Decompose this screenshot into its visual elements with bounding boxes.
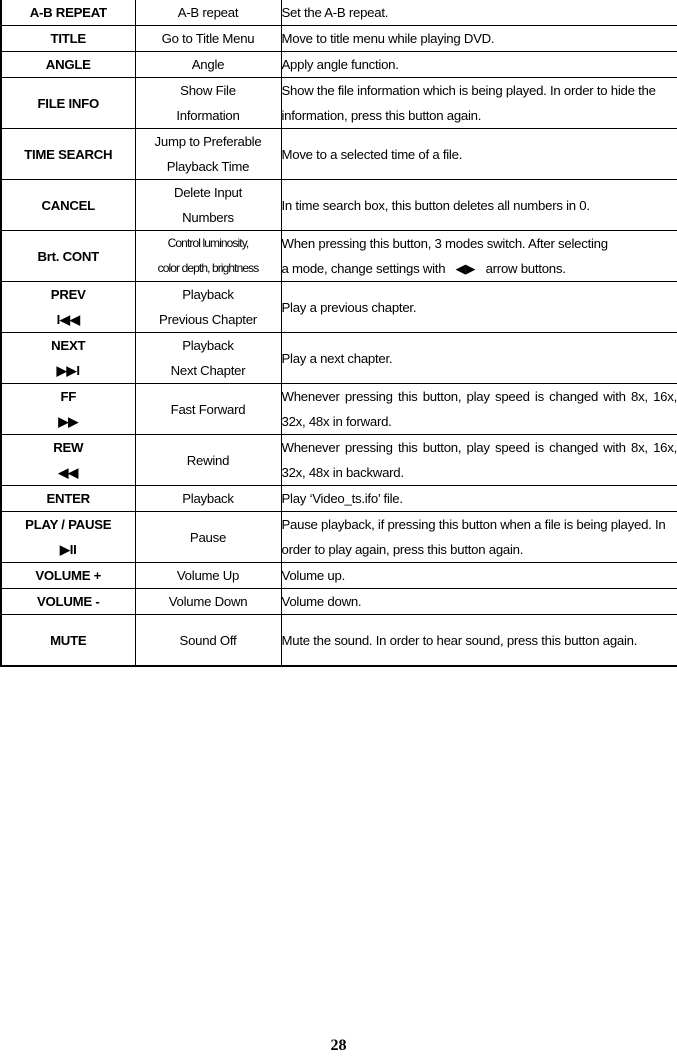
table-row: [1, 0, 677, 26]
button-name-cell: [1, 52, 135, 78]
button-name-cell: [1, 180, 135, 231]
function-name: Volume Down: [168, 594, 248, 609]
button-name: VOLUME +: [35, 568, 102, 583]
table-row: [1, 26, 677, 52]
table-row: [1, 435, 677, 486]
description-cell: Play a next chapter.: [281, 333, 677, 384]
description-cell: Move to a selected time of a file.: [281, 129, 677, 180]
button-name-cell: [1, 384, 135, 435]
function-cell: [135, 0, 281, 26]
button-name-cell: [1, 512, 135, 563]
function-name: Pause: [189, 529, 227, 545]
button-name-cell: [1, 26, 135, 52]
function-cell: [135, 615, 281, 667]
description-line: a mode, change settings with ◀▶ arrow buttons.: [281, 261, 566, 276]
function-name: A-B repeat: [177, 5, 239, 20]
function-name-line: Previous Chapter: [159, 312, 257, 327]
table-row: [1, 486, 677, 512]
function-cell: [135, 435, 281, 486]
button-name-cell: [1, 282, 135, 333]
table-row: [1, 231, 677, 282]
function-name: Fast Forward: [170, 401, 246, 417]
function-cell: [135, 129, 281, 180]
function-name: Go to Title Menu: [161, 31, 255, 46]
description-cell: Play a previous chapter.: [281, 282, 677, 333]
button-name-cell: [1, 563, 135, 589]
table-row: [1, 589, 677, 615]
table-row: [1, 180, 677, 231]
function-name-line: Playback: [182, 287, 234, 302]
function-cell: [135, 512, 281, 563]
button-name-cell: [1, 435, 135, 486]
description-cell: Show the file information which is being played. In order to hide the information, press this button again.: [281, 78, 677, 129]
description-cell: Mute the sound. In order to hear sound, press this button again.: [281, 615, 677, 667]
function-cell: [135, 282, 281, 333]
description-cell: In time search box, this button deletes all numbers in 0.: [281, 180, 677, 231]
table-row: [1, 615, 677, 667]
button-name: PREV: [50, 287, 86, 302]
description-cell: Whenever pressing this button, play speed is changed with 8x, 16x, 32x, 48x in backward.: [281, 435, 677, 486]
button-name-cell: [1, 129, 135, 180]
button-name: Brt. CONT: [37, 248, 99, 264]
function-name: Angle: [191, 57, 225, 72]
button-name: TITLE: [50, 31, 86, 46]
function-cell: [135, 231, 281, 282]
button-name: A-B REPEAT: [29, 5, 107, 20]
function-cell: [135, 589, 281, 615]
button-name-cell: [1, 486, 135, 512]
function-name-line: Jump to Preferable: [154, 134, 262, 149]
table-row: [1, 333, 677, 384]
function-cell: [135, 26, 281, 52]
table-row: [1, 52, 677, 78]
function-name: Playback: [182, 491, 234, 506]
function-name-line: Delete Input: [173, 185, 243, 200]
function-cell: [135, 384, 281, 435]
button-name-cell: [1, 0, 135, 26]
table-row: [1, 563, 677, 589]
table-row: [1, 384, 677, 435]
function-name: Volume Up: [176, 568, 240, 583]
function-name-line: color depth, brightness: [157, 261, 259, 275]
function-cell: [135, 180, 281, 231]
button-name: FF: [60, 389, 77, 404]
function-name-line: Show File: [180, 83, 236, 98]
button-name: PLAY / PAUSE: [25, 517, 112, 532]
description-cell: Volume up.: [281, 563, 677, 589]
description-cell: Move to title menu while playing DVD.: [281, 26, 677, 52]
description-cell: Whenever pressing this button, play speed is changed with 8x, 16x, 32x, 48x in forward.: [281, 384, 677, 435]
page-number: 28: [330, 1037, 347, 1054]
function-name-line: Numbers: [182, 210, 234, 225]
description-cell: Apply angle function.: [281, 52, 677, 78]
button-name: REW: [53, 440, 84, 455]
table-row: [1, 512, 677, 563]
table-row: [1, 129, 677, 180]
button-name-cell: [1, 333, 135, 384]
function-cell: [135, 486, 281, 512]
function-name-line: Playback: [182, 338, 234, 353]
description-cell: Volume down.: [281, 589, 677, 615]
button-name: MUTE: [50, 632, 87, 648]
function-name: Sound Off: [179, 632, 237, 648]
function-name-line: Information: [176, 108, 240, 123]
button-name-cell: [1, 78, 135, 129]
button-name-cell: [1, 231, 135, 282]
button-name: FILE INFO: [37, 95, 99, 111]
function-cell: [135, 52, 281, 78]
button-name-cell: [1, 615, 135, 667]
button-name: CANCEL: [41, 197, 95, 213]
button-name: TIME SEARCH: [24, 146, 113, 162]
button-name-cell: [1, 589, 135, 615]
function-cell: [135, 563, 281, 589]
button-name: VOLUME -: [37, 594, 100, 609]
table-row: [1, 78, 677, 129]
button-symbol: ◀◀: [58, 465, 79, 480]
button-name: NEXT: [51, 338, 86, 353]
button-name: ENTER: [46, 491, 90, 506]
table-row: [1, 282, 677, 333]
description-cell: Play ‘Video_ts.ifo’ file.: [281, 486, 677, 512]
function-cell: [135, 333, 281, 384]
function-cell: [135, 78, 281, 129]
button-symbol: ▶▶I: [56, 363, 80, 378]
button-name: ANGLE: [45, 57, 91, 72]
button-symbol: I◀◀: [56, 312, 80, 327]
function-name-line: Next Chapter: [170, 363, 246, 378]
description-cell: Set the A-B repeat.: [281, 0, 677, 26]
description-cell: Pause playback, if pressing this button when a file is being played. In order to play again, press this button again.: [281, 512, 677, 563]
description-line: When pressing this button, 3 modes switch. After selecting: [281, 236, 608, 251]
function-name-line: Control luminosity,: [167, 236, 249, 250]
button-symbol: ▶II: [59, 542, 77, 557]
function-name-line: Playback Time: [166, 159, 250, 174]
function-name: Rewind: [186, 452, 230, 468]
description-cell: [281, 231, 677, 282]
button-symbol: ▶▶: [58, 414, 79, 429]
